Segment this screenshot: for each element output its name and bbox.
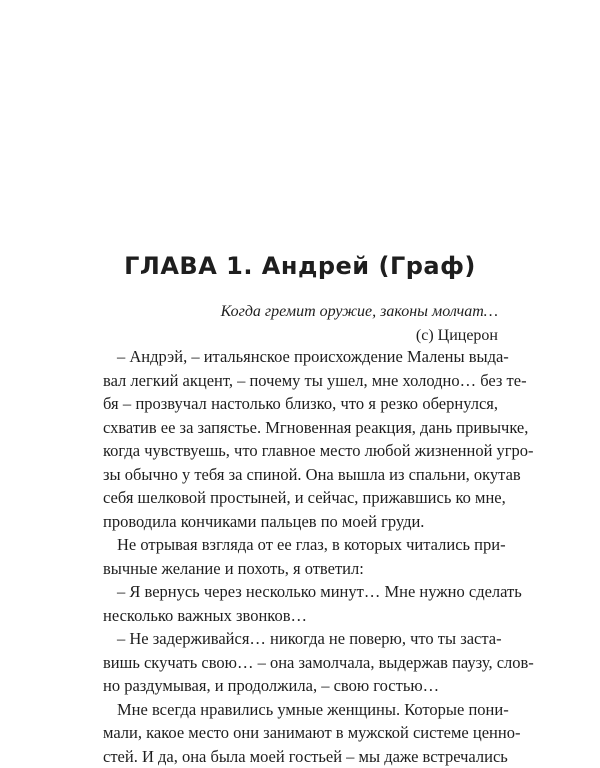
text-line: Не отрывая взгляда от ее глаз, в которых читались при- (103, 533, 498, 557)
epigraph-quote: Когда гремит оружие, законы молчат… (221, 300, 498, 324)
epigraph-author: (с) Цицерон (221, 324, 498, 348)
text-line: зы обычно у тебя за спиной. Она вышла из спальни, окутав (103, 463, 498, 487)
text-line: но раздумывая, и продолжила, – свою гостью… (103, 674, 498, 698)
text-line: мали, какое место они занимают в мужской системе ценно- (103, 721, 498, 745)
text-line: вишь скучать свою… – она замолчала, выдержав паузу, слов- (103, 651, 498, 675)
text-line: себя шелковой простыней, и сейчас, прижавшись ко мне, (103, 486, 498, 510)
epigraph (221, 300, 498, 348)
text-line: проводила кончиками пальцев по моей груди. (103, 510, 498, 534)
chapter-body (103, 345, 498, 768)
text-line: – Андрэй, – итальянское происхождение Малены выда- (103, 345, 498, 369)
text-line: вычные желание и похоть, я ответил: (103, 557, 498, 581)
chapter-title: ГЛАВА 1. Андрей (Граф) (0, 252, 600, 280)
text-line: вал легкий акцент, – почему ты ушел, мне холодно… без те- (103, 369, 498, 393)
text-line: схватив ее за запястье. Мгновенная реакция, дань привычке, (103, 416, 498, 440)
text-line: бя – прозвучал настолько близко, что я резко обернулся, (103, 392, 498, 416)
text-line: стей. И да, она была моей гостьей – мы даже встречались (103, 745, 498, 768)
text-line: – Не задерживайся… никогда не поверю, что ты заста- (103, 627, 498, 651)
text-line: – Я вернусь через несколько минут… Мне нужно сделать (103, 580, 498, 604)
text-line: Мне всегда нравились умные женщины. Которые пони- (103, 698, 498, 722)
text-line: несколько важных звонков… (103, 604, 498, 628)
text-line: когда чувствуешь, что главное место любой жизненной угро- (103, 439, 498, 463)
